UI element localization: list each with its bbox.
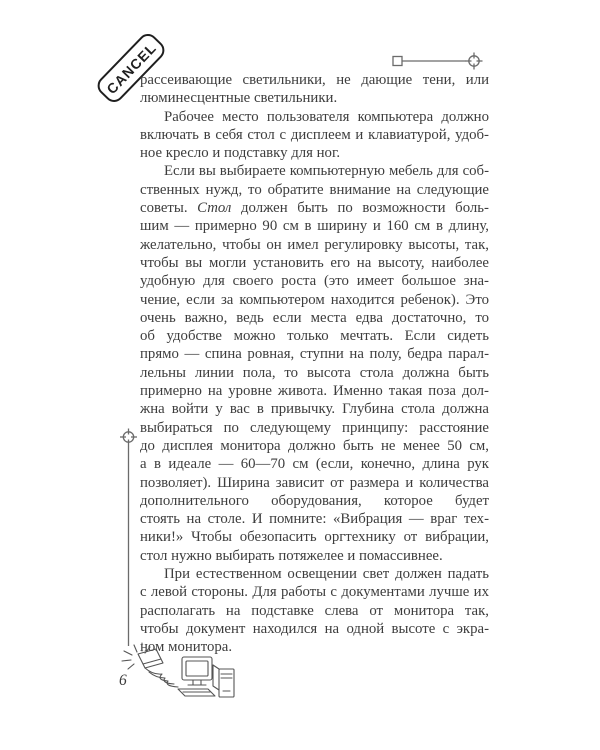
body-text [140,71,489,657]
text-line: чтобы документ находился на одной высоте с экра- [140,620,489,637]
text-line: стоять на столе. И помните: «Вибрация — враг тех- [140,511,489,528]
square-line-crosshair-icon [389,50,489,72]
text-line: ное кресло и подставку для ног. [140,145,341,162]
cancel-stamp-label: CANCEL [102,39,160,97]
text-line: до дисплея монитора должно быть не менее 50 см, [140,437,489,454]
text-line: включать в себя стол с дисплеем и клавиатурой, удоб- [140,126,489,143]
text-line: стол нужно выбирать потяжелее и помассивнее. [140,547,443,564]
text-line: очень важно, ведь если места едва достаточно, то [140,309,489,326]
text-line: ном монитора. [140,639,233,656]
text-line: желательно, чтобы он имел регулировку высоты, так, [140,236,489,253]
text-line: а в идеале — 60—70 см (если, конечно, длина рук [140,456,489,473]
text-line: При естественном освещении свет должен падать [164,566,489,583]
paragraph [140,71,489,108]
text-line: Рабочее место пользователя компьютера должно [164,108,489,125]
text-line: дополнительного оборудования, которое будет [140,492,489,509]
text-line: чение, если за компьютером находится ребенок). Это [140,291,489,308]
text-line: люминесцентные светильники. [140,90,338,107]
text-line: выбираться по следующему принципу: расстояние [140,419,489,436]
text-line: располагать на подставке слева от монитора так, [140,602,489,619]
text-line: лельны линии пола, то высота стола должна быть [140,364,489,381]
text-line: с левой стороны. Для работы с документами лучше их [140,584,489,601]
text-line: примерно на уровне живота. Именно такая поза дол- [140,383,489,400]
text-line: ственных нужд, то обратите внимание на следующие [140,181,489,198]
text-line: об удобстве можно только мечтать. Если сидеть [140,328,489,345]
text-line: жна войти у вас в привычку. Глубина стола должна [140,401,489,418]
text-line: позволяет). Ширина зависит от размера и количества [140,474,489,491]
text-line: Если вы выбираете компьютерную мебель для соб- [164,163,489,180]
text-line: прямо — спина ровная, ступни на полу, бедра парал- [140,346,489,363]
paragraph [140,162,489,565]
text-line: чтобы вы могли установить его на высоту, наиболее [140,254,489,271]
text-line: советы. Стол должен быть по возможности боль- [140,200,489,217]
crosshair-rule-icon [117,425,141,651]
page-number: 6 [119,672,127,689]
vibration-doodle-illustration [120,641,250,705]
text-line: шим — примерно 90 см в ширину и 160 см в длину, [140,218,489,235]
text-line: рассеивающие светильники, не дающие тени, или [140,72,489,88]
paragraph [140,108,489,163]
text-line: ники!» Чтобы обезопасить оргтехнику от вибрации, [140,529,489,546]
text-line: удобную для своего роста (это имеет большое зна- [140,273,489,290]
